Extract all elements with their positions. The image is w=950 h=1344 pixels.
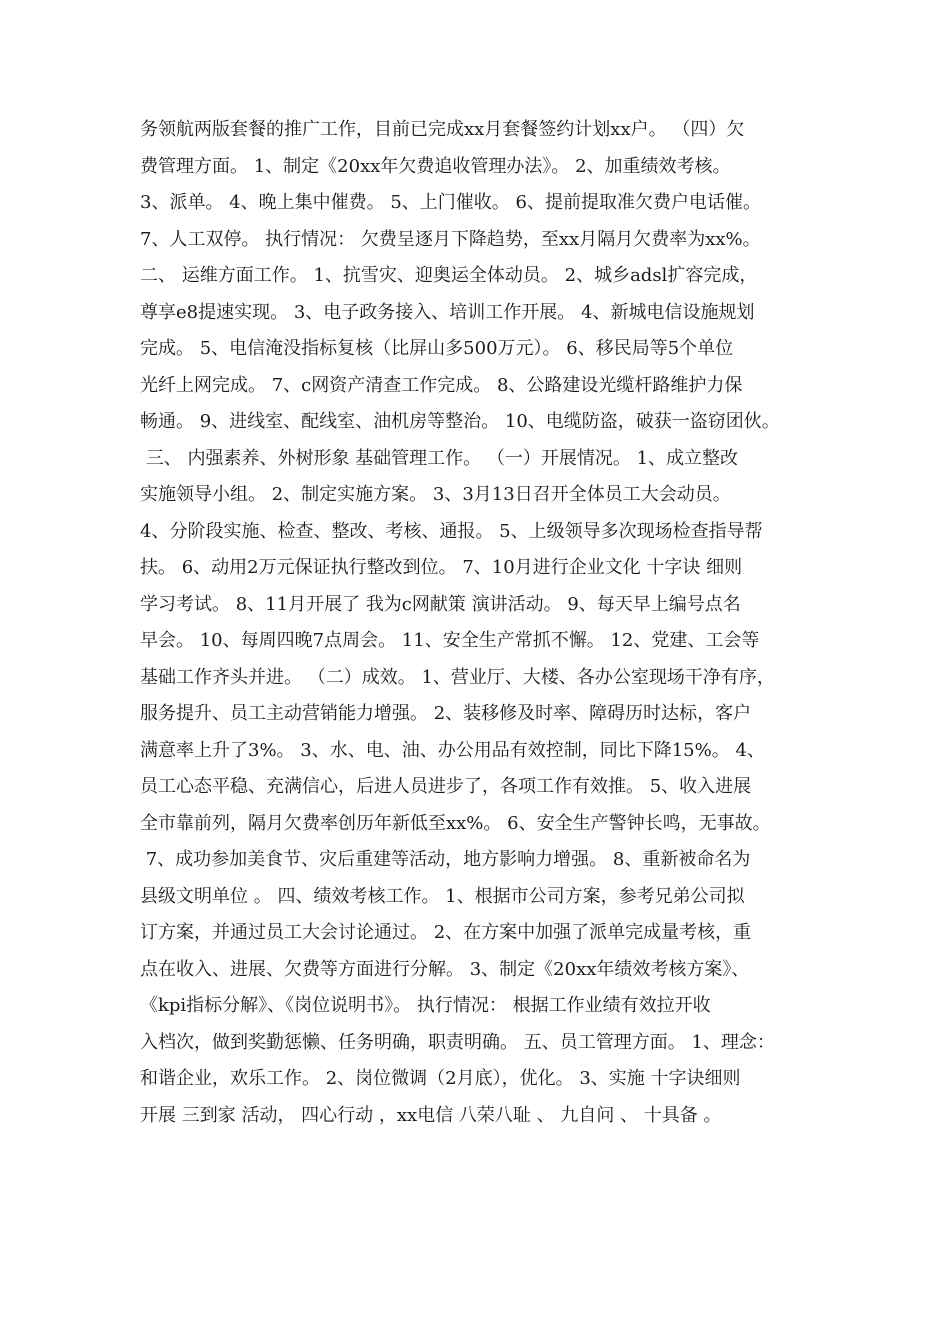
text-line: 完成。 5、电信淹没指标复核（比屏山多500万元）。 6、移民局等5个单位 bbox=[140, 338, 734, 359]
text-line: 实施领导小组。 2、制定实施方案。 3、3月13日召开全体员工大会动员。 bbox=[140, 484, 731, 505]
text-line: 3、派单。 4、晚上集中催费。 5、上门催收。 6、提前提取准欠费户电话催。 bbox=[140, 192, 761, 213]
text-line: 7、成功参加美食节、灾后重建等活动，地方影响力增强。 8、重新被命名为 bbox=[140, 849, 751, 870]
text-line: 点在收入、进展、欠费等方面进行分解。 3、制定《20xx年绩效考核方案》、 bbox=[140, 958, 750, 980]
text-line: 员工心态平稳、充满信心，后进人员进步了，各项工作有效推。 5、收入进展 bbox=[140, 776, 752, 797]
text-line: 畅通。 9、进线室、配线室、油机房等整治。 10、电缆防盗，破获一盗窃团伙。 bbox=[140, 411, 780, 432]
body-text bbox=[140, 112, 830, 1134]
text-line: 《kpi指标分解》、《岗位说明书》。 执行情况： 根据工作业绩有效拉开收 bbox=[140, 995, 711, 1016]
text-line: 县级文明单位 。 四、绩效考核工作。 1、根据市公司方案，参考兄弟公司拟 bbox=[140, 885, 745, 907]
text-line: 务领航两版套餐的推广工作，目前已完成xx月套餐签约计划xx户。 （四）欠 bbox=[140, 119, 745, 140]
text-line: 学习考试。 8、11月开展了 我为c网献策 演讲活动。 9、每天早上编号点名 bbox=[140, 593, 741, 615]
text-line: 三、 内强素养、外树形象 基础管理工作。 （一）开展情况。 1、成立整改 bbox=[140, 447, 739, 469]
text-line: 订方案，并通过员工大会讨论通过。 2、在方案中加强了派单完成量考核，重 bbox=[140, 922, 752, 943]
text-line: 二、 运维方面工作。 1、抗雪灾、迎奥运全体动员。 2、城乡adsl扩容完成， bbox=[140, 265, 758, 286]
text-line: 费管理方面。 1、制定《20xx年欠费追收管理办法》。 2、加重绩效考核。 bbox=[140, 155, 731, 177]
text-line: 光纤上网完成。 7、c网资产清查工作完成。 8、公路建设光缆杆路维护力保 bbox=[140, 374, 743, 396]
text-line: 尊享e8提速实现。 3、电子政务接入、培训工作开展。 4、新城电信设施规划 bbox=[140, 301, 755, 323]
text-line: 开展 三到家 活动， 四心行动 ，xx电信 八荣八耻 、 九自问 、 十具备 。 bbox=[140, 1104, 722, 1126]
text-line: 7、人工双停。 执行情况： 欠费呈逐月下降趋势，至xx月隔月欠费率为xx%。 bbox=[140, 228, 761, 250]
text-line: 和谐企业，欢乐工作。 2、岗位微调（2月底），优化。 3、实施 十字诀细则 bbox=[140, 1068, 741, 1089]
text-line: 满意率上升了3%。 3、水、电、油、办公用品有效控制，同比下降15%。 4、 bbox=[140, 739, 765, 761]
text-line: 入档次，做到奖勤惩懒、任务明确，职责明确。 五、员工管理方面。 1、理念： bbox=[140, 1031, 775, 1053]
text-line: 服务提升、员工主动营销能力增强。 2、装移修及时率、障碍历时达标，客户 bbox=[140, 703, 752, 724]
text-line: 扶。 6、动用2万元保证执行整改到位。 7、10月进行企业文化 十字诀 细则 bbox=[140, 557, 743, 578]
text-line: 全市靠前列，隔月欠费率创历年新低至xx%。 6、安全生产警钟长鸣，无事故。 bbox=[140, 812, 771, 834]
text-line: 基础工作齐头并进。 （二）成效。 1、营业厅、大楼、各办公室现场干净有序， bbox=[140, 666, 775, 688]
text-line: 4、分阶段实施、检查、整改、考核、通报。 5、上级领导多次现场检查指导帮 bbox=[140, 520, 763, 542]
text-line: 早会。 10、每周四晚7点周会。 11、安全生产常抓不懈。 12、党建、工会等 bbox=[140, 630, 760, 651]
